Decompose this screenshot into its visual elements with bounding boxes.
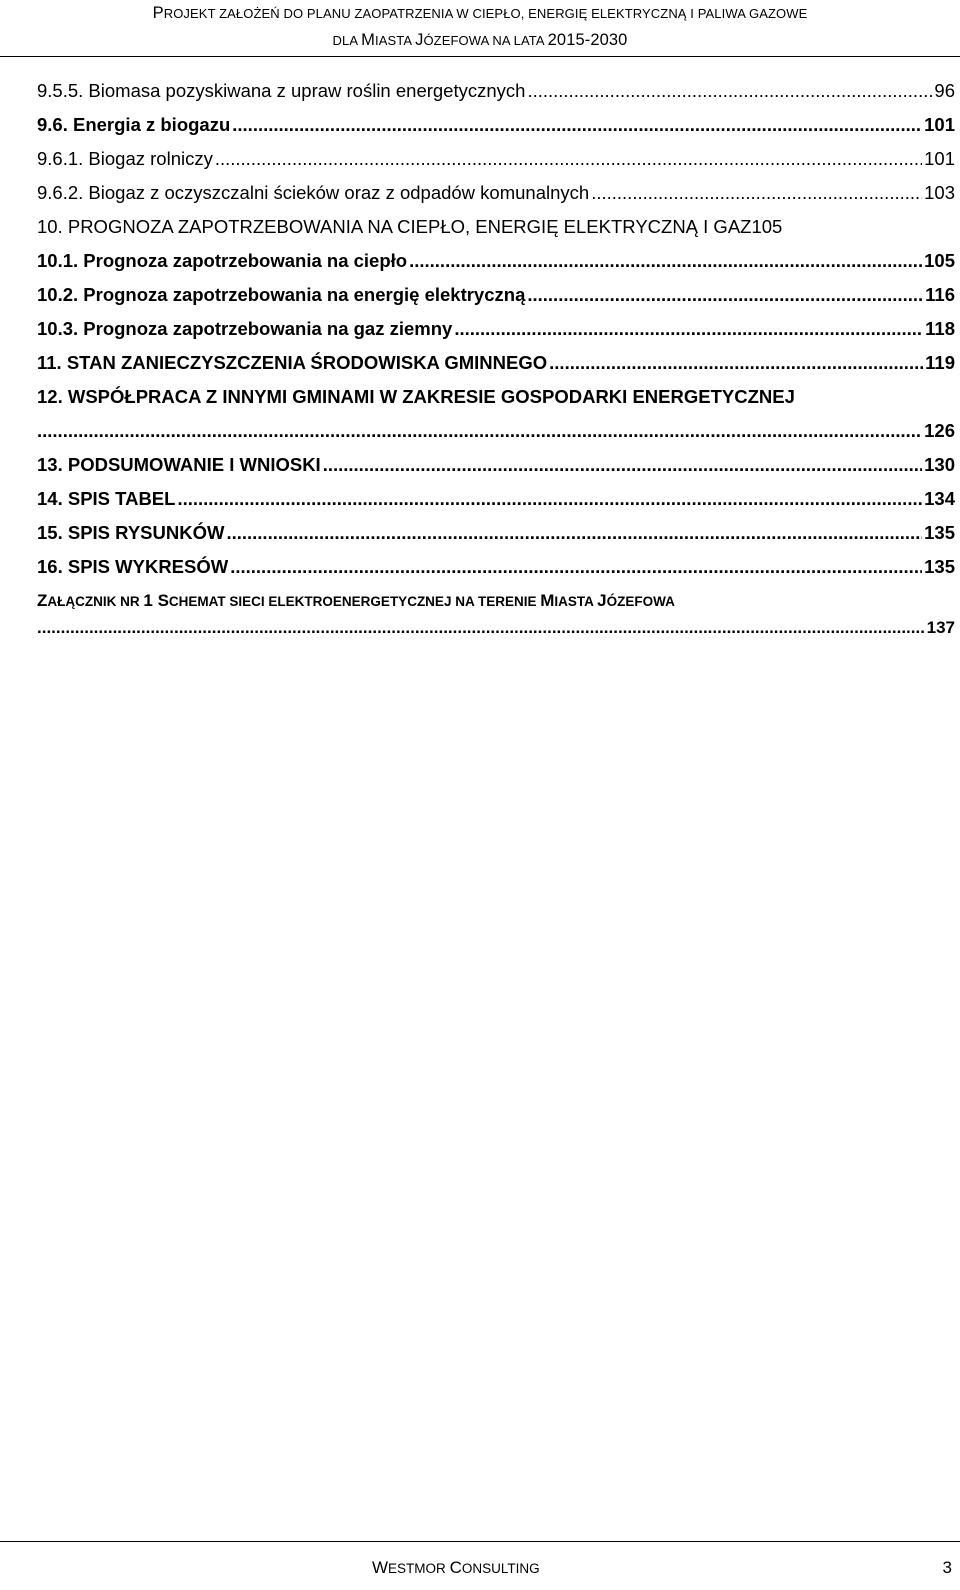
- toc-leader-dots: [232, 108, 922, 142]
- toc-entry[interactable]: [37, 176, 955, 210]
- toc-entry[interactable]: [37, 380, 955, 414]
- toc-entry-page: 105: [751, 216, 783, 237]
- toc-entry-page: 135: [924, 556, 955, 577]
- toc-entry[interactable]: [37, 482, 955, 516]
- toc-entry[interactable]: [37, 516, 955, 550]
- toc-entry-label: 10.2. Prognoza zapotrzebowania na energię elektryczną: [37, 284, 526, 305]
- toc-entry-label: 9.6.2. Biogaz z oczyszczalni ścieków oraz z odpadów komunalnych: [37, 182, 590, 203]
- toc-leader-dots: [323, 448, 922, 482]
- toc-leader-dots: [549, 346, 923, 380]
- toc-entry-page: 130: [924, 454, 955, 475]
- toc-entry-label: 9.5.5. Biomasa pozyskiwana z upraw roślin energetycznych: [37, 80, 526, 101]
- toc-entry-label: 13. PODSUMOWANIE I WNIOSKI: [37, 454, 321, 475]
- toc-entry-page: 116: [925, 284, 955, 305]
- toc-entry-label: 15. SPIS RYSUNKÓW: [37, 522, 225, 543]
- toc-entry-page: 96: [934, 80, 955, 101]
- toc-leader-dots: [230, 550, 922, 584]
- toc-leader-dots: [591, 176, 922, 210]
- toc-entry[interactable]: [37, 312, 955, 346]
- toc-entry-label: 9.6.1. Biogaz rolniczy: [37, 148, 213, 169]
- toc-entry[interactable]: [37, 142, 955, 176]
- footer-page-number: 3: [942, 1558, 952, 1577]
- toc-leader-dots: [215, 142, 922, 176]
- toc-entry-label: 10.3. Prognoza zapotrzebowania na gaz ziemny: [37, 318, 453, 339]
- toc-leader-dots: [37, 414, 922, 448]
- toc-entry-continuation[interactable]: [37, 414, 955, 448]
- toc-entry-page: 134: [924, 488, 955, 509]
- toc-entry-page: 101: [924, 148, 955, 169]
- toc-annex-title[interactable]: ZAŁĄCZNIK NR 1 SCHEMAT SIECI ELEKTROENERGETYCZNEJ NA TERENIE MIASTA JÓZEFOWA: [37, 591, 675, 610]
- toc-entry-page: 103: [924, 182, 955, 203]
- toc-entry-label: 11. STAN ZANIECZYSZCZENIA ŚRODOWISKA GMINNEGO: [37, 352, 548, 373]
- toc-entry-label: 9.6. Energia z biogazu: [37, 114, 231, 135]
- page-header: [0, 0, 960, 57]
- toc-leader-dots: [527, 278, 923, 312]
- toc-entry[interactable]: [37, 108, 955, 142]
- toc-leader-dots: [226, 516, 922, 550]
- header-line-1: PROJEKT ZAŁOŻEŃ DO PLANU ZAOPATRZENIA W CIEPŁO, ENERGIĘ ELEKTRYCZNĄ I PALIWA GAZOWE: [152, 4, 808, 22]
- toc-leader-dots: [527, 74, 932, 108]
- footer-company: WESTMOR CONSULTING: [372, 1558, 540, 1577]
- table-of-contents: [37, 74, 955, 641]
- toc-entry-label: 10.1. Prognoza zapotrzebowania na ciepło: [37, 250, 408, 271]
- toc-annex-page-line[interactable]: [37, 615, 955, 641]
- toc-entry[interactable]: [37, 550, 955, 584]
- toc-entry-label: 16. SPIS WYKRESÓW: [37, 556, 229, 577]
- toc-entry-page: 118: [925, 318, 955, 339]
- toc-entry-label: 10. PROGNOZA ZAPOTRZEBOWANIA NA CIEPŁO, ENERGIĘ ELEKTRYCZNĄ I GAZ: [37, 216, 752, 237]
- toc-entry-label: 12. WSPÓŁPRACA Z INNYMI GMINAMI W ZAKRESIE GOSPODARKI ENERGETYCZNEJ: [37, 386, 795, 407]
- header-line-2: DLA MIASTA JÓZEFOWA NA LATA 2015-2030: [332, 31, 628, 49]
- toc-entry[interactable]: [37, 74, 955, 108]
- toc-leader-dots: [37, 615, 925, 641]
- toc-entry-page: 135: [924, 522, 955, 543]
- toc-entry[interactable]: [37, 448, 955, 482]
- toc-leader-dots: [454, 312, 923, 346]
- toc-entry[interactable]: [37, 346, 955, 380]
- toc-leader-dots: [177, 482, 922, 516]
- page-footer: [0, 1541, 960, 1590]
- toc-entry-page: 101: [924, 114, 955, 135]
- toc-entry[interactable]: [37, 244, 955, 278]
- toc-leader-dots: [409, 244, 922, 278]
- toc-entry-page: 105: [924, 250, 955, 271]
- toc-annex-page: 137: [926, 618, 955, 637]
- toc-entry-label: 14. SPIS TABEL: [37, 488, 176, 509]
- toc-entry[interactable]: [37, 210, 955, 244]
- toc-entry-page: 119: [925, 352, 955, 373]
- toc-entry[interactable]: [37, 278, 955, 312]
- toc-entry-page: 126: [924, 420, 955, 441]
